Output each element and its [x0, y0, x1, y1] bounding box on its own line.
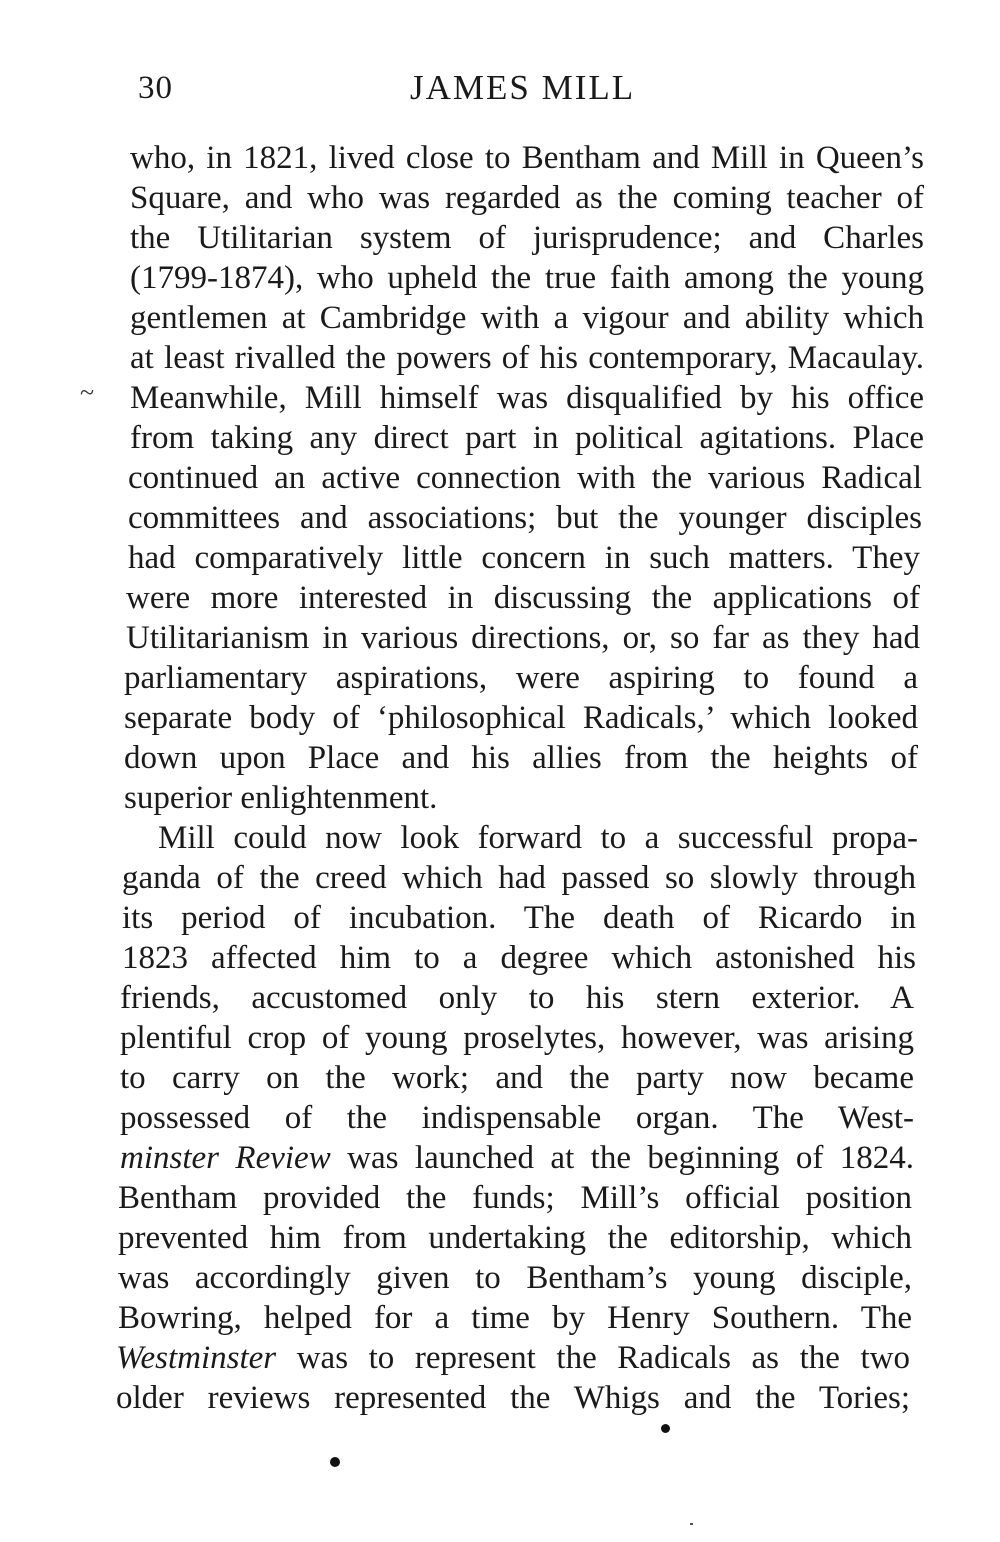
page-header	[0, 62, 1000, 122]
text-line: had comparatively little concern in such matters. They	[128, 540, 920, 576]
speck	[690, 1523, 693, 1525]
text-line	[120, 1138, 914, 1178]
text-line: its period of incubation. The death of Ricardo in	[122, 900, 916, 936]
text-line: committees and associations; but the younger disciples	[128, 500, 922, 536]
text-line: (1799-1874), who upheld the true faith among the young	[130, 260, 924, 296]
italic-title: Westminster	[116, 1340, 277, 1376]
text-line: prevented him from undertaking the editorship, which	[118, 1220, 912, 1256]
text-line: down upon Place and his allies from the heights of	[124, 740, 918, 776]
text-line: superior enlightenment.	[124, 780, 438, 816]
text-line	[116, 1338, 910, 1378]
margin-mark: ~	[80, 378, 95, 407]
text-line: gentlemen at Cambridge with a vigour and ability which	[130, 300, 924, 336]
running-head: JAMES MILL	[410, 68, 636, 107]
text-line: Utilitarianism in various directions, or, so far as they had	[126, 620, 920, 656]
text-line: separate body of ‘philosophical Radicals,’ which looked	[124, 700, 918, 736]
text-line: ganda of the creed which had passed so slowly through	[122, 860, 916, 896]
text-line: Mill could now look forward to a successful propa-	[158, 820, 918, 856]
text-span: was launched at the beginning of 1824.	[330, 1140, 914, 1176]
text-line: friends, accustomed only to his stern exterior. A	[120, 980, 914, 1016]
text-line: the Utilitarian system of jurisprudence; and Charles	[130, 220, 924, 256]
italic-title: minster Review	[120, 1140, 331, 1176]
ink-dot	[661, 1424, 670, 1433]
text-line: Bentham provided the funds; Mill’s official position	[118, 1180, 912, 1216]
text-line: Bowring, helped for a time by Henry Southern. The	[118, 1300, 912, 1336]
text-line: who, in 1821, lived close to Bentham and Mill in Queen’s	[130, 140, 924, 176]
text-line: plentiful crop of young proselytes, however, was arising	[120, 1020, 914, 1056]
text-line: was accordingly given to Bentham’s young disciple,	[118, 1260, 912, 1296]
text-line: from taking any direct part in political agitations. Place	[130, 420, 924, 456]
text-line: older reviews represented the Whigs and the Tories;	[116, 1380, 910, 1416]
text-line: possessed of the indispensable organ. The West-	[120, 1100, 914, 1136]
text-line: to carry on the work; and the party now became	[120, 1060, 914, 1096]
text-line: Square, and who was regarded as the coming teacher of	[130, 180, 924, 216]
text-line: 1823 affected him to a degree which astonished his	[122, 940, 916, 976]
ink-dot	[330, 1457, 340, 1467]
text-line: parliamentary aspirations, were aspiring to found a	[124, 660, 918, 696]
text-span: was to represent the Radicals as the two	[276, 1340, 910, 1376]
page-number: 30	[138, 70, 173, 106]
text-line: continued an active connection with the various Radical	[128, 460, 922, 496]
text-line: Meanwhile, Mill himself was disqualified by his office	[130, 380, 924, 416]
text-line: were more interested in discussing the applications of	[126, 580, 920, 616]
text-line: at least rivalled the powers of his contemporary, Macaulay.	[130, 340, 924, 376]
